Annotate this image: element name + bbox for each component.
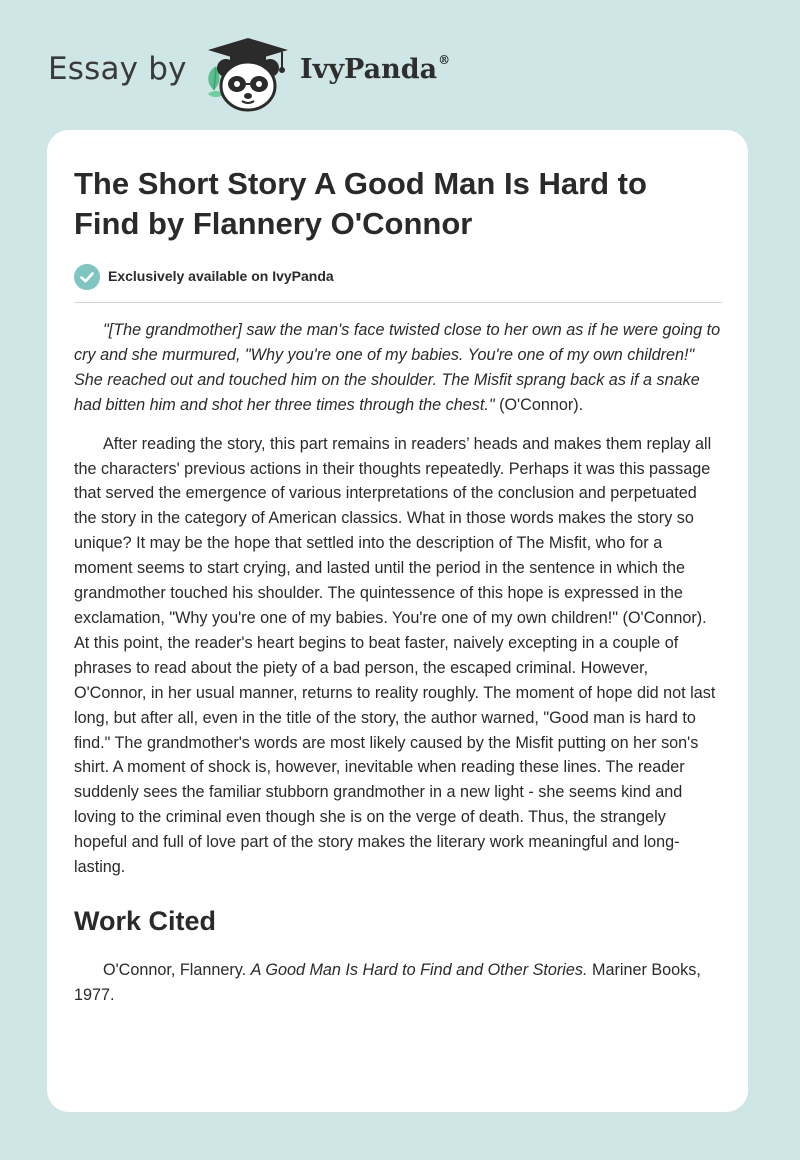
badge-text: Exclusively available on IvyPanda [108,268,334,284]
quote-source: (O'Connor). [494,395,584,414]
work-cited-heading: Work Cited [74,905,217,936]
citation [74,958,722,1008]
citation-book-title: A Good Man Is Hard to Find and Other Stories. [250,960,588,979]
panda-graduate-logo-icon[interactable] [202,34,294,114]
essay-body [74,318,722,1022]
citation-author: O'Connor, Flannery. [103,960,251,979]
page-title: The Short Story A Good Man Is Hard to Find by Flannery O'Connor [74,166,647,241]
citation-publisher: Mariner Books, 1977. [74,960,701,1004]
site-header [48,34,748,114]
analysis-paragraph: After reading the story, this part remains in readers’ heads and makes them replay all the characters' previous actions in their thoughts repeatedly. Perhaps it was this passage that served the emergence of various interpretations of the conclusion and perpetuated the story in the category of American classics. What in those words makes the story so unique? It may be the hope that settled into the description of The Misfit, who for a moment seems to start crying, and lasted until the period in the sentence in which the grandmother touched his shoulder. The quintessence of this hope is expressed in the exclamation, "Why you're one of my babies. You're one of my own children!" (O'Connor). At this point, the reader's heart begins to beat faster, naively excepting in a couple of phrases to read about the piety of a bad person, the escaped criminal. However, O'Connor, in her usual manner, returns to reality roughly. The moment of hope did not last long, but after all, even in the title of the story, the author warned, "Good man is hard to find." The grandmother's words are most likely caused by the Misfit putting on her son's shirt. A moment of shock is, however, inevitable when reading these lines. The reader suddenly sees the familiar stubborn grandmother in a new light - she seems kind and loving to the criminal even though she is on the verge of death. Thus, the strangely hopeful and full of love part of the story makes the literary work meaningful and long-lasting. [74,434,716,877]
brand-name[interactable]: IvyPanda® [300,53,451,85]
divider [74,302,722,303]
brand-prefix: Essay by [48,51,187,87]
check-circle-icon [74,264,100,290]
quote-paragraph [74,318,722,418]
trademark-symbol: ® [438,53,451,67]
essay-card [47,130,748,1112]
quote-text: "[The grandmother] saw the man's face twisted close to her own as if he were going to cry and she murmured, "Why you're one of my babies. You're one of my own children!" She reached out and touched him on the shoulder. The Misfit sprang back as if a snake had bitten him and shot her three times through the chest." [74,321,721,414]
